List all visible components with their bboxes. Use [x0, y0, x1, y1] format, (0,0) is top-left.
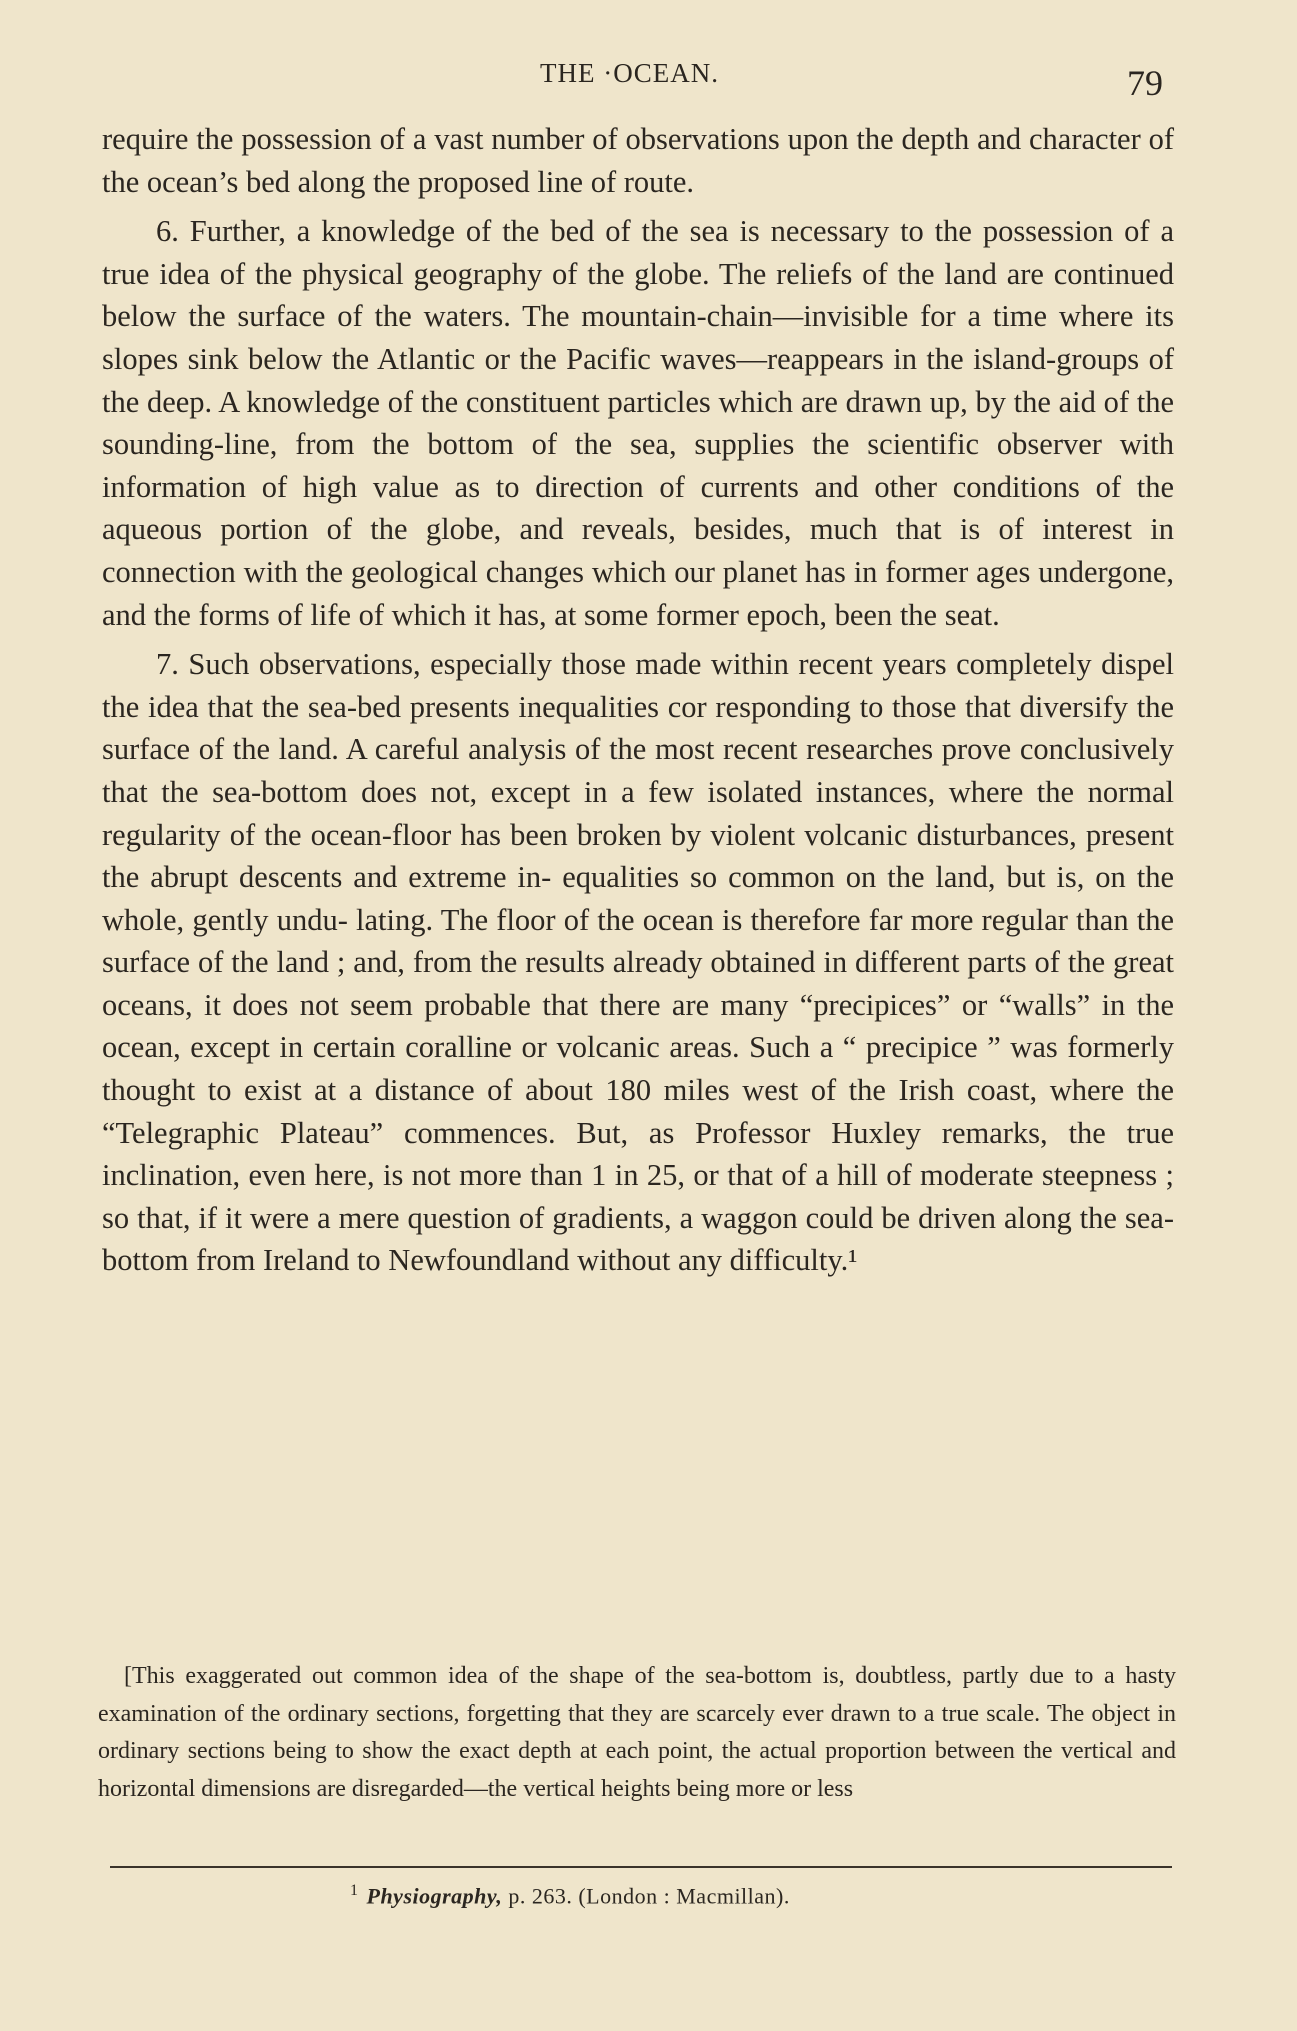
paragraph-continuation: require the possession of a vast number of observations upon the depth and character of the ocean’s bed along the proposed line of route. [102, 122, 1174, 199]
footnote-citation: p. 263. (London : Macmillan). [508, 1883, 790, 1909]
bracketed-note-text: [This exaggerated out common idea of the shape of the sea-bottom is, doubtless, partly due to a hasty examination of the ordinary sections, forgetting that they are scarcely ever drawn to a true scale. The object in ordinary sections being to show the exact depth at each point, the actual proportion between the vertical and horizontal dimensions are disregarded—the vertical heights being more or less [98, 1663, 1176, 1802]
running-head [0, 58, 1297, 103]
footnote-rule [110, 1866, 1172, 1868]
body-text [102, 118, 1174, 1282]
paragraph-7: 7. Such observations, especially those made within recent years completely dispel the idea that the sea-bed presents inequalities cor responding to those that diversify the surface of the land. A careful analysis of the most recent researches prove conclusively that the sea-bottom does not, except in a few isolated instances, where the normal regularity of the ocean-floor has been broken by violent volcanic disturbances, present the abrupt descents and extreme in- equalities so common on the land, but is, on the whole, gently undu- lating. The floor of the ocean is therefore far more regular than the surface of the land ; and, from the results already obtained in different parts of the great oceans, it does not seem probable that there are many “precipices” or “walls” in the ocean, except in certain coralline or volcanic areas. Such a “ precipice ” was formerly thought to exist at a distance of about 180 miles west of the Irish coast, where the “Telegraphic Plateau” commences. But, as Professor Huxley remarks, the true inclination, even here, is not more than 1 in 25, or that of a hill of moderate steepness ; so that, if it were a mere question of gradients, a waggon could be driven along the sea- bottom from Ireland to Newfoundland without any difficulty.¹ [102, 647, 1174, 1278]
running-title: THE ·OCEAN. [540, 58, 719, 88]
paragraph-6: 6. Further, a knowledge of the bed of the sea is necessary to the possession of a true idea of the physical geography of the globe. The reliefs of the land are continued below the surface of the waters. The mountain-chain—invisible for a time where its slopes sink below the Atlantic or the Pacific waves—reappears in the island-groups of the deep. A knowledge of the constituent particles which are drawn up, by the aid of the sounding-line, from the bottom of the sea, supplies the scientific observer with information of high value as to direction of currents and other conditions of the aqueous portion of the globe, and reveals, besides, much that is of interest in connection with the geological changes which our planet has in former ages undergone, and the forms of life of which it has, at some former epoch, been the seat. [102, 214, 1174, 632]
footnote-book-title: Physiography, [366, 1883, 503, 1909]
bracketed-note [98, 1658, 1176, 1808]
footnote [350, 1882, 790, 1909]
footnote-mark: 1 [350, 1882, 359, 1899]
page-number: 79 [1127, 63, 1163, 103]
